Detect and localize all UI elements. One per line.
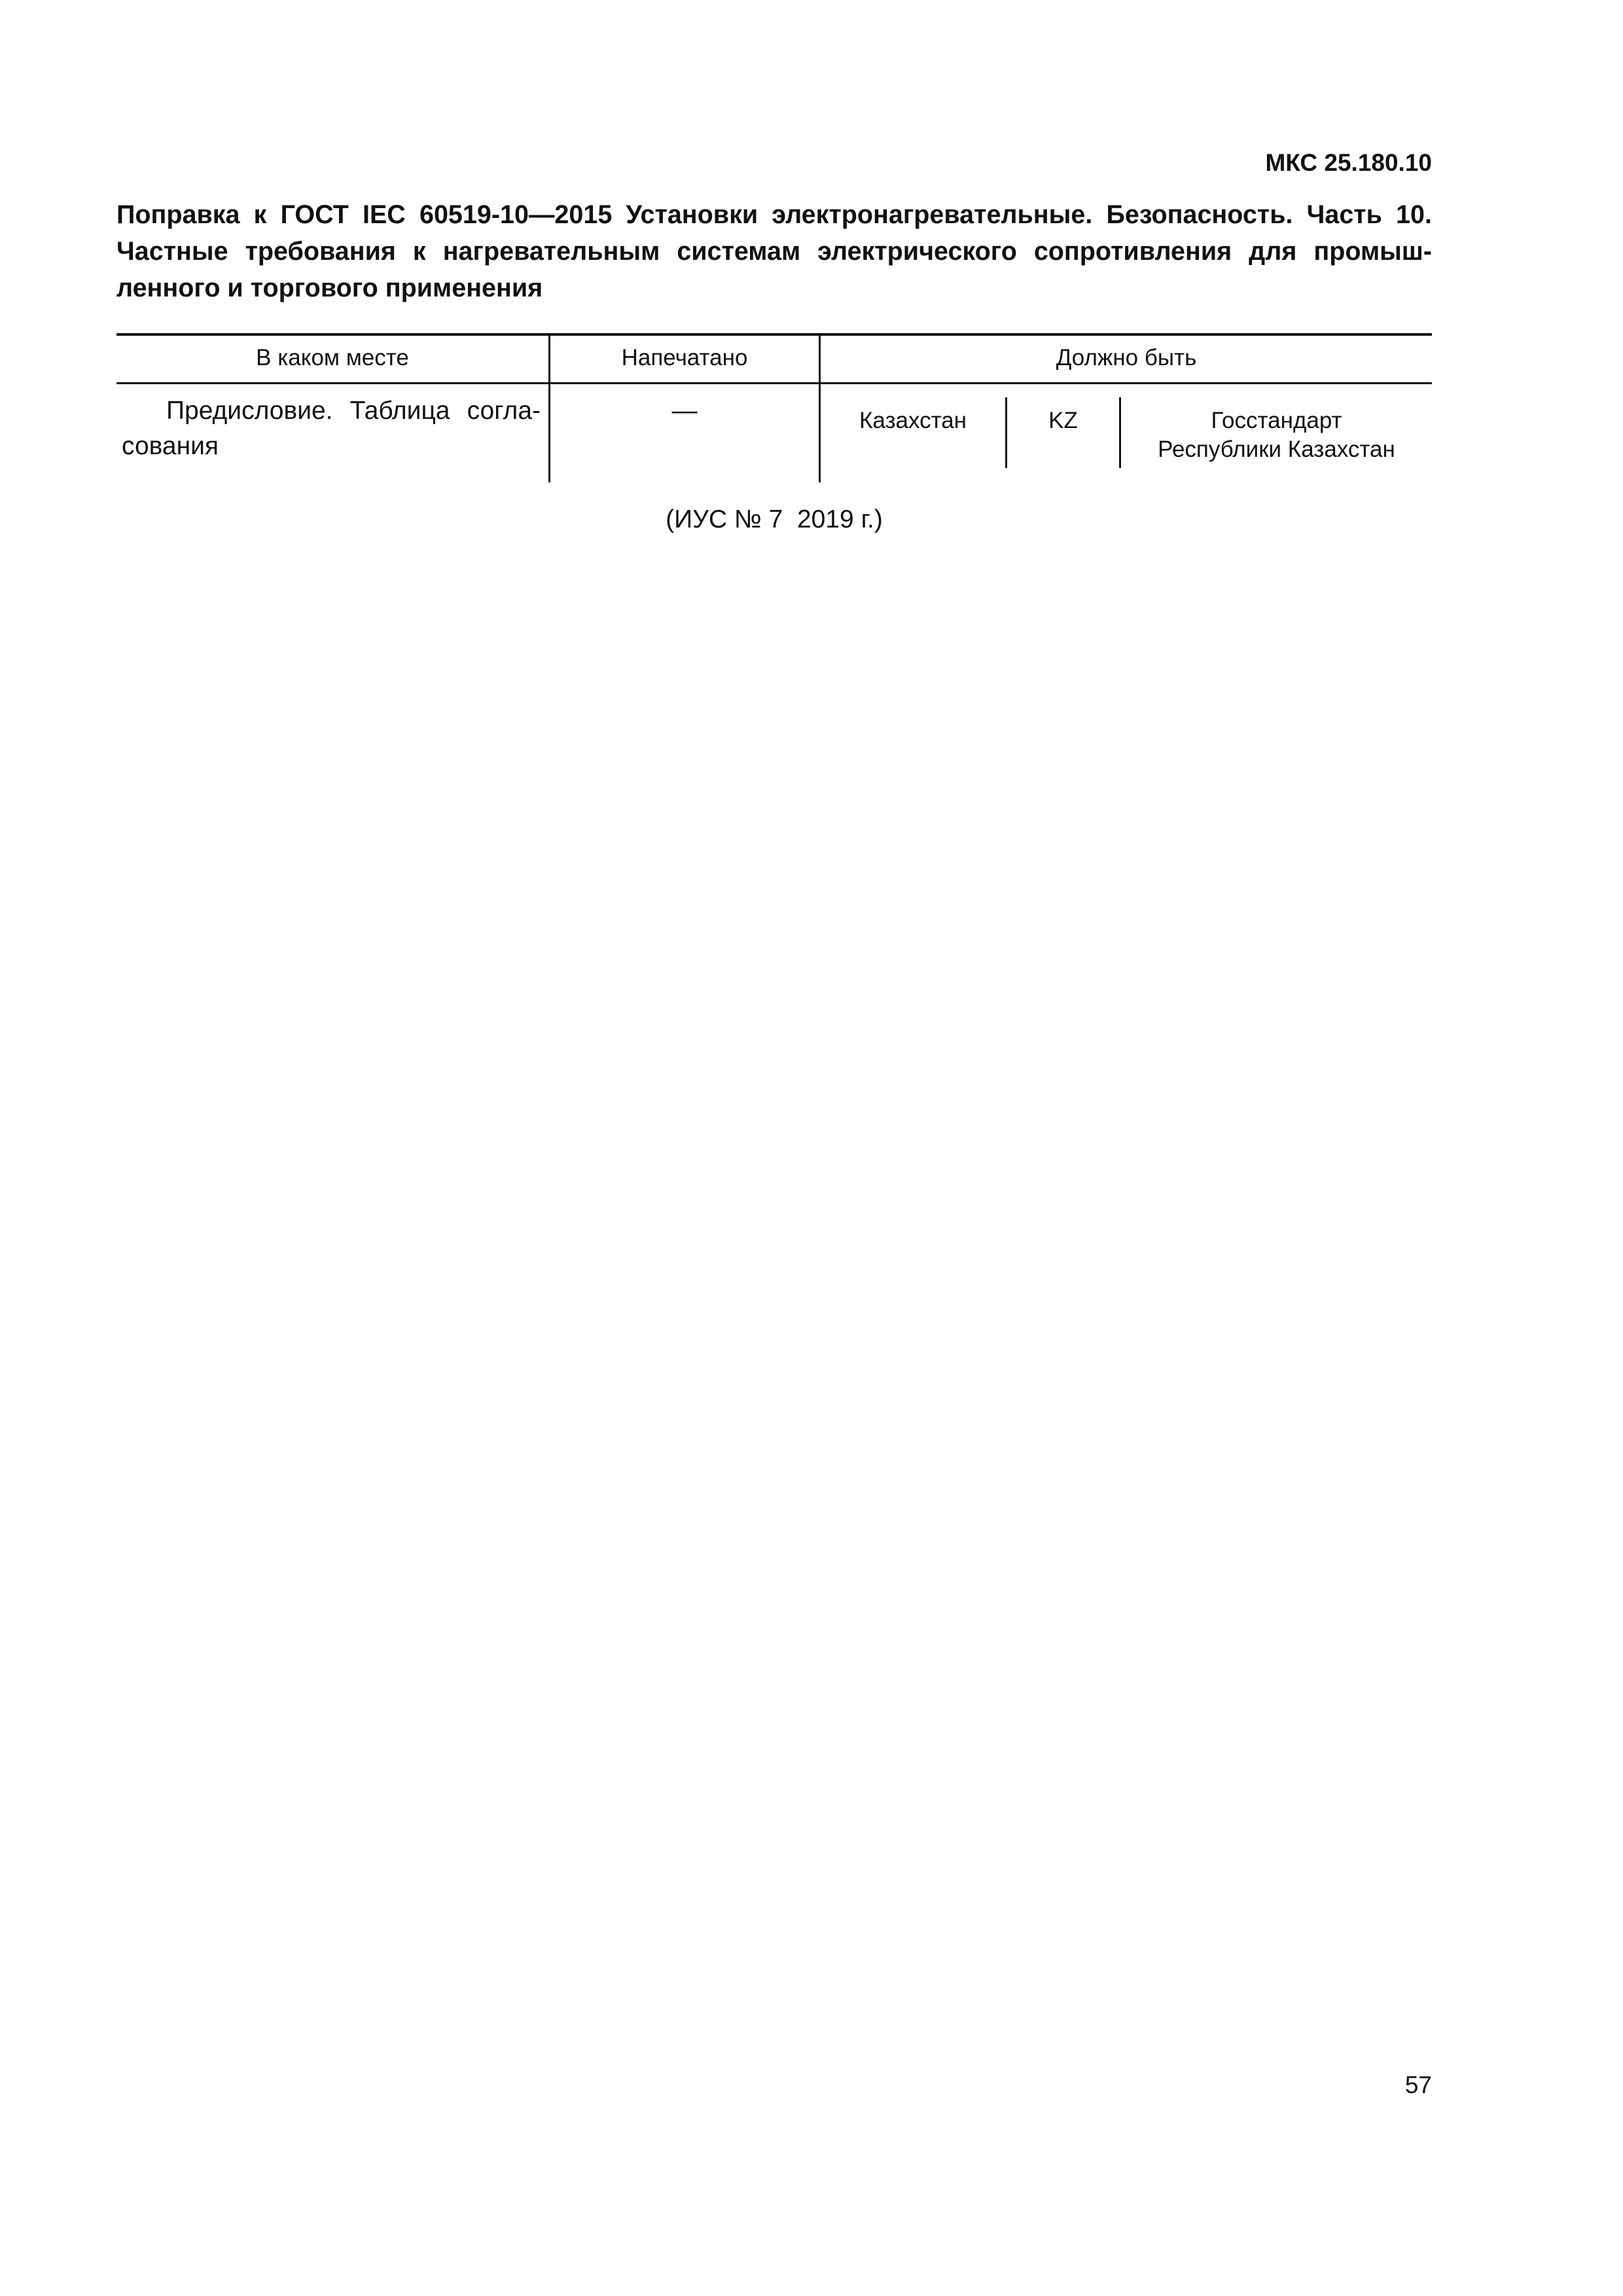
ius-reference: (ИУС № 7 2019 г.) — [666, 505, 883, 533]
cell-country: Казахстан — [859, 408, 967, 433]
cell-agency-line-1: Госстандарт — [1211, 408, 1342, 433]
document-title — [116, 196, 1432, 306]
title-line-1: Поправка к ГОСТ IEC 60519-10—2015 Установки электронагревательные. Безопасность. Часть 10. — [116, 200, 1432, 229]
cell-place-line-2: сования — [122, 432, 219, 460]
page-number: 57 — [1404, 2072, 1432, 2098]
cell-agency — [1121, 406, 1432, 464]
cell-place — [122, 393, 541, 464]
cell-agency-line-2: Республики Казахстан — [1158, 437, 1395, 462]
header-printed: Напечатано — [621, 345, 748, 370]
header-place: В каком месте — [256, 345, 409, 370]
cell-place-line-1: Предисловие. Таблица согла- — [166, 397, 541, 425]
title-line-3: ленного и торгового применения — [116, 274, 543, 302]
cell-country-code: KZ — [1048, 408, 1078, 433]
header-should-be: Должно быть — [1056, 345, 1197, 370]
table-top-rule — [116, 333, 1432, 336]
title-line-2: Частные требования к нагревательным системам электрического сопротивления для промыш- — [116, 237, 1432, 266]
mks-code: МКС 25.180.10 — [1265, 149, 1432, 176]
table-header-rule — [116, 382, 1432, 384]
correction-table — [116, 333, 1432, 482]
cell-printed: — — [671, 397, 698, 425]
